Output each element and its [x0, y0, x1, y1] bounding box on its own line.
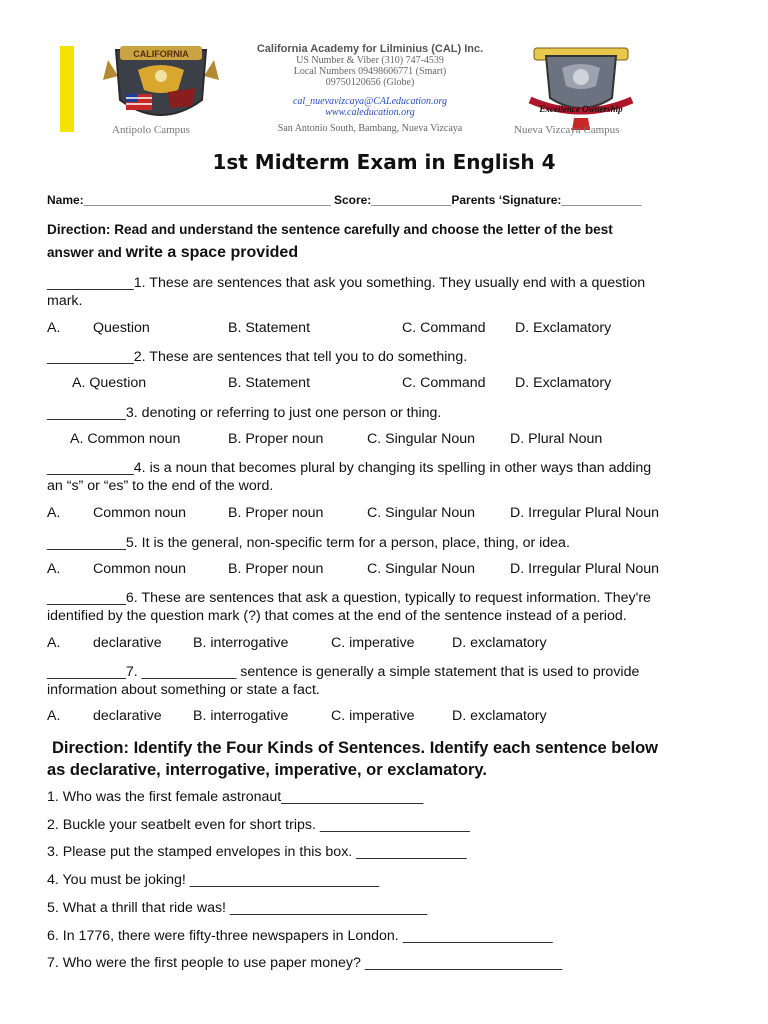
direction-1-line-2: [47, 244, 298, 262]
direction-1-part-b: write a space provided: [125, 244, 299, 261]
q5-option-a[interactable]: Common noun: [93, 561, 187, 577]
org-name: California Academy for Lilminius (CAL) Inc.: [256, 43, 484, 55]
right-school-logo: [516, 42, 646, 132]
left-logo-text: CALIFORNIA: [133, 49, 189, 59]
question-1: [47, 274, 717, 310]
question-4-text-cont: an “s” or “es” to the end of the word.: [47, 478, 274, 494]
question-4: [47, 459, 717, 495]
q1-option-b[interactable]: B. Statement: [228, 320, 311, 336]
q4-option-d[interactable]: D. Irregular Plural Noun: [510, 505, 660, 521]
q3-option-c[interactable]: C. Singular Noun: [367, 431, 476, 447]
phone-line: US Number & Viber (310) 747-4539: [296, 55, 444, 66]
q5-option-d[interactable]: D. Irregular Plural Noun: [510, 561, 660, 577]
local-number-line: Local Numbers 09498606771 (Smart): [293, 66, 447, 77]
q3-option-d[interactable]: D. Plural Noun: [510, 431, 603, 447]
question-3-text: __________3. denoting or referring to just one person or thing.: [47, 405, 442, 421]
question-7: [47, 663, 717, 699]
question-1-text-cont: mark.: [47, 293, 83, 309]
sentence-item[interactable]: 2. Buckle your seatbelt even for short trips. ___________________: [47, 817, 470, 833]
globe-number-line: 09750120656 (Globe): [325, 77, 415, 88]
right-logo-banner: Excellence Ownership: [539, 104, 623, 114]
q6-option-a-letter[interactable]: A.: [47, 635, 61, 651]
question-6: [47, 589, 717, 625]
direction-1-part-a: answer and: [47, 245, 126, 260]
question-2: [47, 348, 717, 366]
q5-option-c[interactable]: C. Singular Noun: [367, 561, 476, 577]
exam-title: 1st Midterm Exam in English 4: [212, 150, 556, 174]
sentence-item[interactable]: 5. What a thrill that ride was! _________________________: [47, 900, 428, 916]
q7-option-a-letter[interactable]: A.: [47, 708, 61, 724]
q3-option-b[interactable]: B. Proper noun: [228, 431, 324, 447]
right-campus-label: Nueva Vizcaya Campus: [514, 124, 620, 136]
q4-option-c[interactable]: C. Singular Noun: [367, 505, 476, 521]
sentence-item[interactable]: 4. You must be joking! ________________________: [47, 872, 380, 888]
q4-option-b[interactable]: B. Proper noun: [228, 505, 324, 521]
yellow-accent-bar: [60, 46, 74, 132]
question-6-text-cont: identified by the question mark (?) that comes at the end of the sentence instead of a period.: [47, 608, 627, 624]
question-5: [47, 534, 717, 552]
q2-option-b[interactable]: B. Statement: [228, 375, 311, 391]
direction-2: [47, 737, 747, 781]
sentence-item[interactable]: 1. Who was the first female astronaut__________________: [47, 789, 424, 805]
q1-option-a-letter[interactable]: A.: [47, 320, 61, 336]
q4-option-a[interactable]: Common noun: [93, 505, 187, 521]
name-score-signature-line[interactable]: Name:_____________________________________ Score:____________Parents ‘Signature:____________: [47, 193, 642, 207]
q6-option-b[interactable]: B. interrogative: [193, 635, 289, 651]
question-1-text: ___________1. These are sentences that ask you something. They usually end with a question: [47, 275, 646, 291]
website-link[interactable]: www.caleducation.org: [325, 107, 415, 118]
q3-option-a[interactable]: A. Common noun: [70, 431, 181, 447]
question-7-text: __________7. ____________ sentence is generally a simple statement that is used to provide: [47, 664, 640, 680]
question-3: [47, 404, 717, 422]
q1-option-c[interactable]: C. Command: [402, 320, 486, 336]
left-campus-label: Antipolo Campus: [112, 124, 190, 136]
q7-option-d[interactable]: D. exclamatory: [452, 708, 547, 724]
question-5-text: __________5. It is the general, non-specific term for a person, place, thing, or idea.: [47, 535, 570, 551]
sentence-item[interactable]: 3. Please put the stamped envelopes in this box. ______________: [47, 844, 467, 860]
q7-option-b[interactable]: B. interrogative: [193, 708, 289, 724]
q2-option-d[interactable]: D. Exclamatory: [515, 375, 612, 391]
q1-option-a[interactable]: Question: [93, 320, 150, 336]
q5-option-a-letter[interactable]: A.: [47, 561, 61, 577]
question-6-text: __________6. These are sentences that ask a question, typically to request information. They're: [47, 590, 651, 606]
left-school-logo: [98, 40, 224, 132]
q4-option-a-letter[interactable]: A.: [47, 505, 61, 521]
email-link[interactable]: cal_nuevavizcaya@CALeducation.org: [292, 96, 448, 107]
sentence-item[interactable]: 6. In 1776, there were fifty-three newspapers in London. ___________________: [47, 928, 553, 944]
q2-option-c[interactable]: C. Command: [402, 375, 486, 391]
address-line: San Antonio South, Bambang, Nueva Vizcaya: [277, 123, 463, 134]
left-crest-icon: [98, 40, 224, 132]
q1-option-d[interactable]: D. Exclamatory: [515, 320, 612, 336]
org-contact-block: [228, 44, 512, 134]
q7-option-a[interactable]: declarative: [93, 708, 162, 724]
q2-option-a[interactable]: A. Question: [72, 375, 147, 391]
right-crest-icon: [516, 42, 646, 132]
question-2-text: ___________2. These are sentences that tell you to do something.: [47, 349, 468, 365]
direction-1-line-1: Direction: Read and understand the sentence carefully and choose the letter of the best: [47, 222, 613, 237]
direction-2-line-1: Direction: Identify the Four Kinds of Sentences. Identify each sentence below: [52, 739, 659, 757]
direction-2-line-2: as declarative, interrogative, imperative, or exclamatory.: [47, 761, 487, 779]
question-7-text-cont: information about something or state a fact.: [47, 682, 320, 698]
q6-option-a[interactable]: declarative: [93, 635, 162, 651]
q5-option-b[interactable]: B. Proper noun: [228, 561, 324, 577]
q7-option-c[interactable]: C. imperative: [331, 708, 415, 724]
question-4-text: ___________4. is a noun that becomes plural by changing its spelling in other ways than adding: [47, 460, 652, 476]
sentence-item[interactable]: 7. Who were the first people to use paper money? _________________________: [47, 955, 563, 971]
q6-option-d[interactable]: D. exclamatory: [452, 635, 547, 651]
q6-option-c[interactable]: C. imperative: [331, 635, 415, 651]
